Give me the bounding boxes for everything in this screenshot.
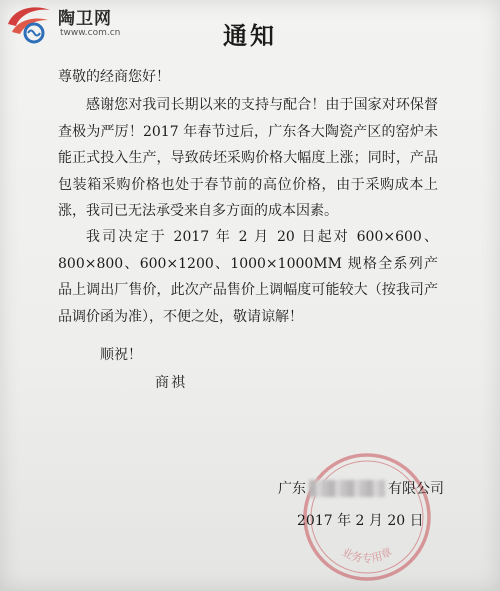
notice-title: 通知	[223, 21, 277, 50]
company-suffix: 有限公司	[388, 481, 444, 497]
company-prefix: 广东	[278, 481, 306, 497]
greeting: 尊敬的经商您好！	[58, 69, 170, 85]
watermark-site-url: twww.com.cn	[60, 28, 121, 38]
seal-text: 业务专用章	[339, 545, 395, 565]
body-paragraph-1: 感谢您对我司长期以来的支持与配合！由于国家对环保督查极为严厉！2017 年春节过后，广东各大陶瓷产区的窑炉未能正式投入生产，导致砖坯采购价格大幅度上涨；同时，产品包装箱采购价格也处于春节前的高位价格，由于采购成本上涨，我司已无法承受来自多方面的成本因素。	[58, 97, 438, 219]
notice-date: 2017 年 2 月 20 日	[297, 513, 424, 529]
redacted-company-name	[309, 480, 385, 497]
closing-regards: 商祺	[155, 375, 187, 391]
company-name	[278, 478, 444, 498]
closing-wish: 顺祝！	[100, 347, 142, 363]
body-paragraph-2: 我司决定于 2017 年 2 月 20 日起对 600×600、800×800、600×1200、1000×1000MM 规格全系列产品上调出厂售价，此次产品售价上调幅度可能较大（按我司产品调价函为准），不便之处，敬请谅解！	[58, 229, 438, 325]
watermark-site-name: 陶卫网	[58, 9, 112, 29]
svg-text:业务专用章	[340, 544, 395, 565]
